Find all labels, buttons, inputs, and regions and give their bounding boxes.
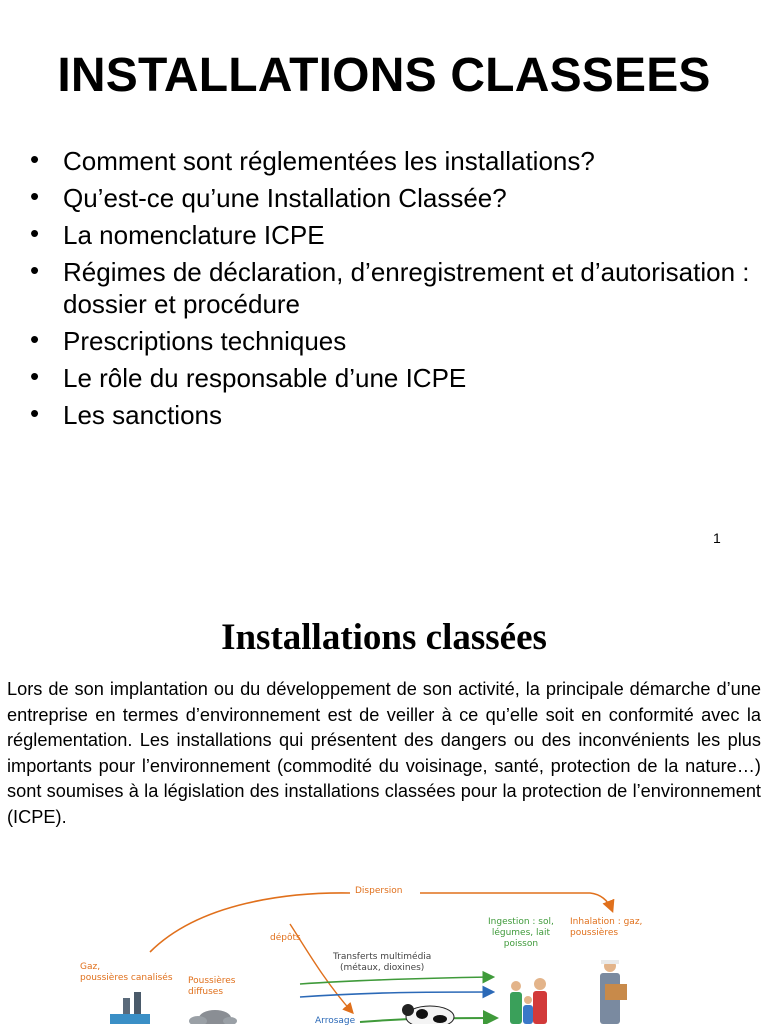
- label-poussieres-line2: diffuses: [188, 987, 224, 997]
- pollution-diagram: [0, 872, 768, 1024]
- dust-cloud-icon: [189, 1010, 237, 1024]
- label-inhalation-line1: Inhalation : gaz,: [570, 917, 643, 927]
- label-gaz-line2: poussières canalisés: [80, 973, 173, 983]
- label-transferts: [333, 952, 431, 974]
- bullet-list: [30, 145, 750, 436]
- label-inhalation-line2: poussières: [570, 928, 619, 938]
- factory-icon: [110, 992, 150, 1024]
- bullet-item: [30, 219, 750, 251]
- label-ingestion-line2: légumes, lait: [491, 928, 551, 938]
- bullet-text: Qu’est-ce qu’une Installation Classée?: [63, 183, 507, 213]
- label-dispersion: Dispersion: [355, 886, 403, 896]
- bullet-item: [30, 325, 750, 357]
- label-inhalation: [570, 917, 642, 939]
- bullet-item: [30, 145, 750, 177]
- bullet-item: [30, 256, 750, 320]
- bullet-text: Prescriptions techniques: [63, 326, 347, 356]
- label-depots: dépôts: [270, 933, 301, 943]
- bullet-item: [30, 399, 750, 431]
- bullet-text: Le rôle du responsable d’une ICPE: [63, 363, 467, 393]
- transfer-arrow-2: [300, 992, 492, 997]
- label-ingestion-line1: Ingestion : sol,: [488, 917, 554, 927]
- label-ingestion-line3: poisson: [503, 939, 539, 949]
- bullet-item: [30, 182, 750, 214]
- slide-2-title: Installations classées: [221, 617, 547, 658]
- label-transferts-line2: (métaux, dioxines): [339, 963, 425, 973]
- label-poussieres-line1: Poussières: [188, 976, 236, 986]
- slide-2-paragraph: Lors de son implantation ou du développement de son activité, la principale démarche d’une entreprise en termes d’environnement est de veiller à ce qu’elle soit en conformité avec la réglementation. Les installations qui présentent des dangers ou des inconvénients les plus importants pour l’environnement (commodité du voisinage, santé, protection de la nature…) sont soumises à la législation des installations classées pour la protection de l’environnement (ICPE).: [7, 679, 761, 827]
- bullet-icon: •: [30, 144, 40, 174]
- bullet-icon: •: [30, 255, 40, 285]
- bullet-text: Comment sont réglementées les installations?: [63, 146, 595, 176]
- family-icon: [510, 978, 547, 1024]
- cow-icon: [402, 1004, 454, 1024]
- slide-1-title: INSTALLATIONS CLASSEES: [57, 49, 711, 102]
- bullet-icon: •: [30, 181, 40, 211]
- bullet-text: Les sanctions: [63, 400, 222, 430]
- bullet-icon: •: [30, 324, 40, 354]
- label-poussieres: [188, 976, 235, 998]
- label-transferts-line1: Transferts multimédia: [333, 952, 432, 962]
- bullet-item: [30, 362, 750, 394]
- bullet-text: La nomenclature ICPE: [63, 220, 325, 250]
- bullet-icon: •: [30, 218, 40, 248]
- bullet-text: Régimes de déclaration, d’enregistrement et d’autorisation : dossier et procédure: [63, 257, 750, 319]
- bullet-icon: •: [30, 361, 40, 391]
- label-arrosage: Arrosage: [315, 1016, 356, 1026]
- worker-icon: [600, 960, 627, 1024]
- bullet-icon: •: [30, 398, 40, 428]
- label-ingestion: [488, 917, 554, 950]
- transfer-arrow-1: [300, 977, 492, 984]
- label-gaz-line1: Gaz,: [80, 962, 101, 972]
- label-gaz: [80, 962, 173, 984]
- page-number: 1: [713, 530, 721, 546]
